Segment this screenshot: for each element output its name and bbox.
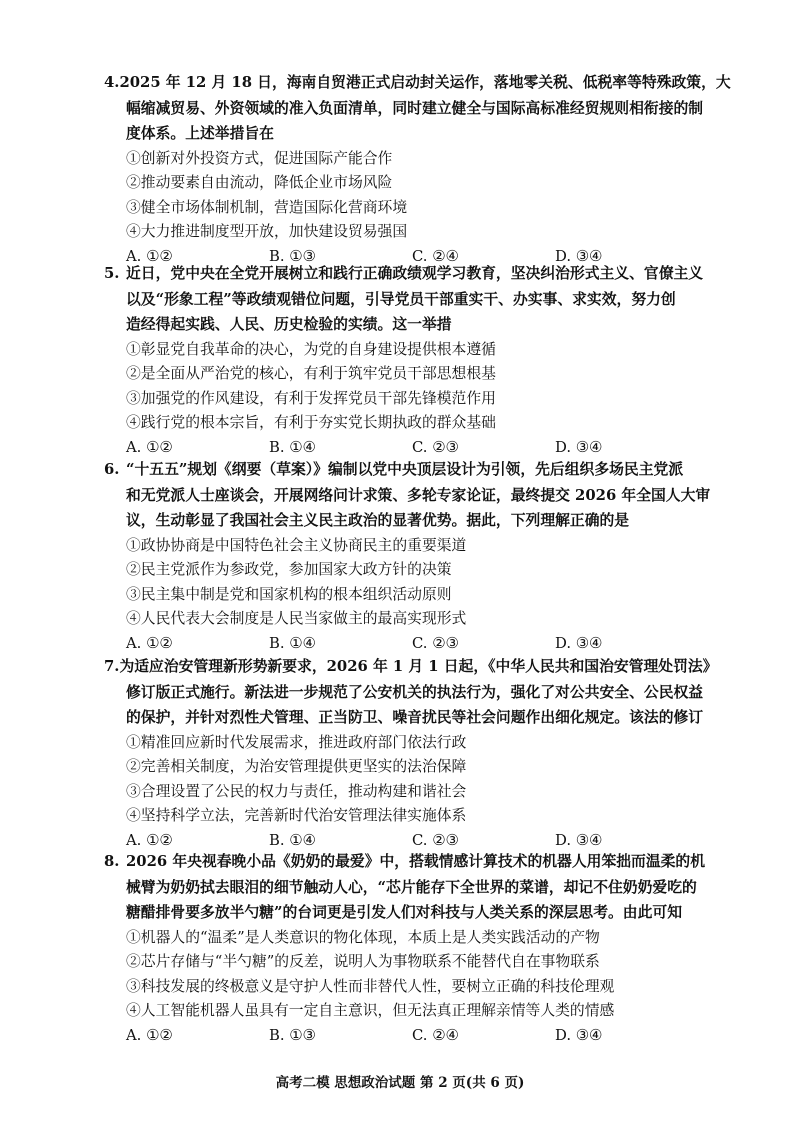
question-stem-line	[104, 508, 716, 534]
question-stem-text: 和无党派人士座谈会，开展网络问计求策、多轮专家论证，最终提交 2026 年全国人大审	[126, 486, 711, 504]
question-5	[104, 261, 716, 460]
question-stem-text: 糖醋排骨要多放半勺糖”的台词更是引发人们对科技与人类关系的深层思考。由此可知	[126, 904, 682, 921]
answer-option: C. ②③	[412, 634, 459, 652]
answer-option: D. ③④	[555, 438, 603, 456]
answer-option: C. ②③	[412, 438, 459, 456]
question-stem-line	[104, 680, 716, 706]
question-stem-text: 为适应治安管理新形势新要求，2026 年 1 月 1 日起，《中华人民共和国治安管理处罚法》	[119, 658, 718, 675]
statement-item: ①精准回应新时代发展需求，推进政府部门依法行政	[126, 733, 467, 751]
question-stem-text: 修订版正式施行。新法进一步规范了公安机关的执法行为，强化了对公共安全、公民权益	[126, 683, 704, 701]
question-6	[104, 457, 716, 656]
question-stem-line	[104, 457, 716, 483]
question-stem-text: 近日，党中央在全党开展树立和践行正确政绩观学习教育，坚决纠治形式主义、官僚主义	[126, 265, 704, 282]
answer-option: D. ③④	[555, 247, 603, 265]
answer-option: D. ③④	[555, 1026, 603, 1044]
statement-item: ④人工智能机器人虽具有一定自主意识，但无法真正理解亲情等人类的情感	[126, 1002, 615, 1019]
answer-option: B. ①④	[269, 438, 316, 456]
question-stem-line	[104, 70, 731, 96]
statement-item: ④人民代表大会制度是人民当家做主的最高实现形式	[126, 610, 467, 627]
question-stem-text: 2026 年央视春晚小品《奶奶的最爱》中，搭载情感计算技术的机器人用笨拙而温柔的机	[126, 853, 706, 870]
answer-options	[104, 632, 716, 657]
question-stem-line	[104, 287, 716, 313]
question-stem-text: 械臂为奶奶拭去眼泪的细节触动人心，“芯片能存下全世界的菜谱，却记不住奶奶爱吃的	[126, 878, 697, 896]
statement-item: ②民主党派作为参政党，参加国家大政方针的决策	[126, 561, 452, 578]
statement-item: ④大力推进制度型开放，加快建设贸易强国	[126, 223, 408, 240]
statement-item: ②芯片存储与“半勺糖”的反差，说明人为事物联系不能替代自在事物联系	[126, 953, 600, 970]
answer-option: B. ①④	[269, 831, 316, 849]
answer-option: B. ①④	[269, 634, 316, 652]
statement-item: ②推动要素自由流动，降低企业市场风险	[126, 174, 393, 191]
answer-option: D. ③④	[555, 634, 603, 652]
question-stem-line	[104, 705, 716, 731]
answer-option: A. ①②	[126, 634, 173, 652]
page-footer: 高考二模 思想政治试题 第 2 页(共 6 页)	[275, 1075, 525, 1091]
question-number: 7.	[104, 658, 120, 675]
statement-item: ④坚持科学立法，完善新时代治安管理法律实施体系	[126, 807, 467, 824]
question-stem-line	[104, 483, 716, 509]
question-stem-text: 议，生动彰显了我国社会主义民主政治的显著优势。据此，下列理解正确的是	[126, 512, 630, 529]
question-number: 8.	[104, 853, 120, 870]
answer-option: C. ②④	[412, 247, 459, 265]
statement-item: ①机器人的“温柔”是人类意识的物化体现，本质上是人类实践活动的产物	[126, 928, 600, 946]
question-stem-text: 度体系。上述举措旨在	[126, 125, 274, 142]
statement-item: ③健全市场体制机制，营造国际化营商环境	[126, 198, 408, 216]
statement-item: ①政协协商是中国特色社会主义协商民主的重要渠道	[126, 536, 467, 554]
question-stem-text: 以及“形象工程”等政绩观错位问题，引导党员干部重实干、办实事、求实效，努力创	[126, 290, 676, 308]
question-stem-text: 的保护，并针对烈性犬管理、正当防卫、噪音扰民等社会问题作出细化规定。该法的修订	[126, 709, 704, 726]
statement-item: ②完善相关制度，为治安管理提供更坚实的法治保障	[126, 758, 467, 775]
answer-options	[104, 1024, 716, 1049]
statement-item: ④践行党的根本宗旨，有利于夯实党长期执政的群众基础	[126, 414, 496, 431]
question-stem-text: 2025 年 12 月 18 日，海南自贸港正式启动封关运作，落地零关税、低税率等特殊政策，大	[119, 74, 731, 91]
question-number: 4.	[104, 74, 120, 91]
question-4	[104, 70, 731, 269]
statement-item: ③民主集中制是党和国家机构的根本组织活动原则	[126, 585, 452, 603]
question-stem-text: “十五五”规划《纲要（草案）》编制以党中央顶层设计为引领，先后组织多场民主党派	[126, 461, 684, 478]
statement-item: ①彰显党自我革命的决心，为党的自身建设提供根本遵循	[126, 340, 496, 358]
question-stem-text: 幅缩减贸易、外资领域的准入负面清单，同时建立健全与国际高标准经贸规则相衔接的制	[126, 99, 704, 117]
answer-option: C. ②③	[412, 831, 459, 849]
question-stem-line	[104, 875, 716, 901]
statement-item: ③加强党的作风建设，有利于发挥党员干部先锋模范作用	[126, 389, 496, 407]
answer-option: A. ①②	[126, 438, 173, 456]
answer-option: A. ①②	[126, 831, 173, 849]
question-stem-line	[104, 121, 716, 147]
question-stem-line	[104, 654, 716, 680]
answer-option: A. ①②	[126, 247, 173, 265]
statement-item: ③合理设置了公民的权力与责任，推动构建和谐社会	[126, 782, 467, 800]
question-7	[104, 654, 716, 853]
question-stem-line	[104, 261, 716, 287]
question-8	[104, 849, 716, 1048]
statement-item: ③科技发展的终极意义是守护人性而非替代人性，要树立正确的科技伦理观	[126, 977, 615, 995]
question-stem-line	[104, 849, 716, 875]
answer-option: B. ①③	[269, 247, 316, 265]
question-number: 5.	[104, 265, 120, 282]
answer-option: D. ③④	[555, 831, 603, 849]
question-stem-line	[104, 312, 716, 338]
answer-option: B. ①③	[269, 1026, 316, 1044]
statement-item: ②是全面从严治党的核心，有利于筑牢党员干部思想根基	[126, 365, 496, 382]
question-stem-line	[104, 96, 716, 122]
answer-option: C. ②④	[412, 1026, 459, 1044]
question-stem-line	[104, 900, 716, 926]
answer-option: A. ①②	[126, 1026, 173, 1044]
question-stem-text: 造经得起实践、人民、历史检验的实绩。这一举措	[126, 316, 452, 333]
statement-item: ①创新对外投资方式，促进国际产能合作	[126, 149, 393, 167]
question-number: 6.	[104, 461, 120, 478]
